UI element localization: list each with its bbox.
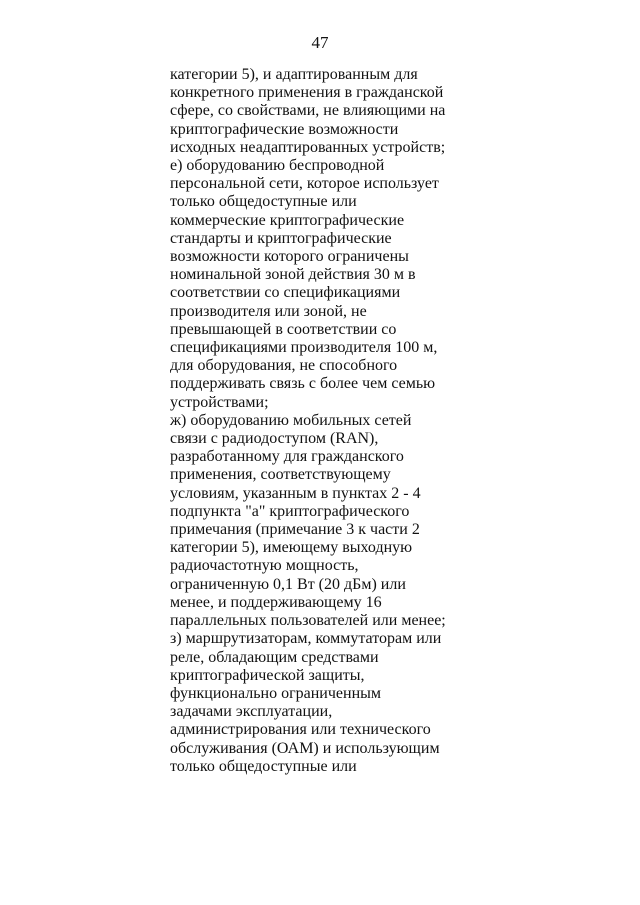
text-line: реле, обладающим средствами [170,648,379,666]
text-line: спецификациями производителя 100 м, [170,339,438,357]
text-line: з) маршрутизаторам, коммутаторам или [170,630,442,648]
page-number: 47 [311,33,329,52]
text-line: примечания (примечание 3 к части 2 [170,521,420,539]
text-line: подпункта "а" криптографического [170,502,410,520]
text-line: только общедоступные или [170,193,357,211]
text-line: превышающей в соответствии со [170,320,397,338]
text-line: ограниченную 0,1 Вт (20 дБм) или [170,575,406,593]
text-line: категории 5), имеющему выходную [170,539,413,557]
text-line: поддерживать связь с более чем семью [170,375,436,393]
text-line: параллельных пользователей или менее; [170,612,446,630]
text-line: менее, и поддерживающему 16 [170,593,382,611]
text-line: администрирования или технического [170,721,431,739]
text-line: криптографической защиты, [170,666,365,684]
text-line: разработанному для гражданского [170,448,404,466]
text-line: возможности которого ограничены [170,248,409,266]
text-line: производителя или зоной, не [170,302,367,320]
text-line: условиям, указанным в пунктах 2 - 4 [170,484,421,502]
text-line: только общедоступные или [170,757,357,775]
text-line: конкретного применения в гражданской [170,84,444,102]
text-line: номинальной зоной действия 30 м в [170,266,416,284]
text-line: криптографические возможности [170,120,399,138]
text-line: соответствии со спецификациями [170,284,401,302]
document-body [170,66,460,776]
text-line: сфере, со свойствами, не влияющими на [170,102,446,120]
text-line: радиочастотную мощность, [170,557,359,575]
text-line: связи с радиодоступом (RAN), [170,430,379,448]
text-line: исходных неадаптированных устройств; [170,138,446,156]
text-line: ж) оборудованию мобильных сетей [170,411,412,429]
text-line: е) оборудованию беспроводной [170,157,385,175]
text-line: персональной сети, которое использует [170,175,439,193]
text-line: стандарты и криптографические [170,229,392,247]
text-line: обслуживания (ОАМ) и использующим [170,739,440,757]
text-line: категории 5), и адаптированным для [170,66,418,83]
text-line: коммерческие криптографические [170,211,405,229]
text-line: устройствами; [170,393,269,411]
text-line: задачами эксплуатации, [170,703,333,721]
text-line: функционально ограниченным [170,684,382,702]
text-line: для оборудования, не способного [170,357,398,375]
text-line: применения, соответствующему [170,466,391,484]
